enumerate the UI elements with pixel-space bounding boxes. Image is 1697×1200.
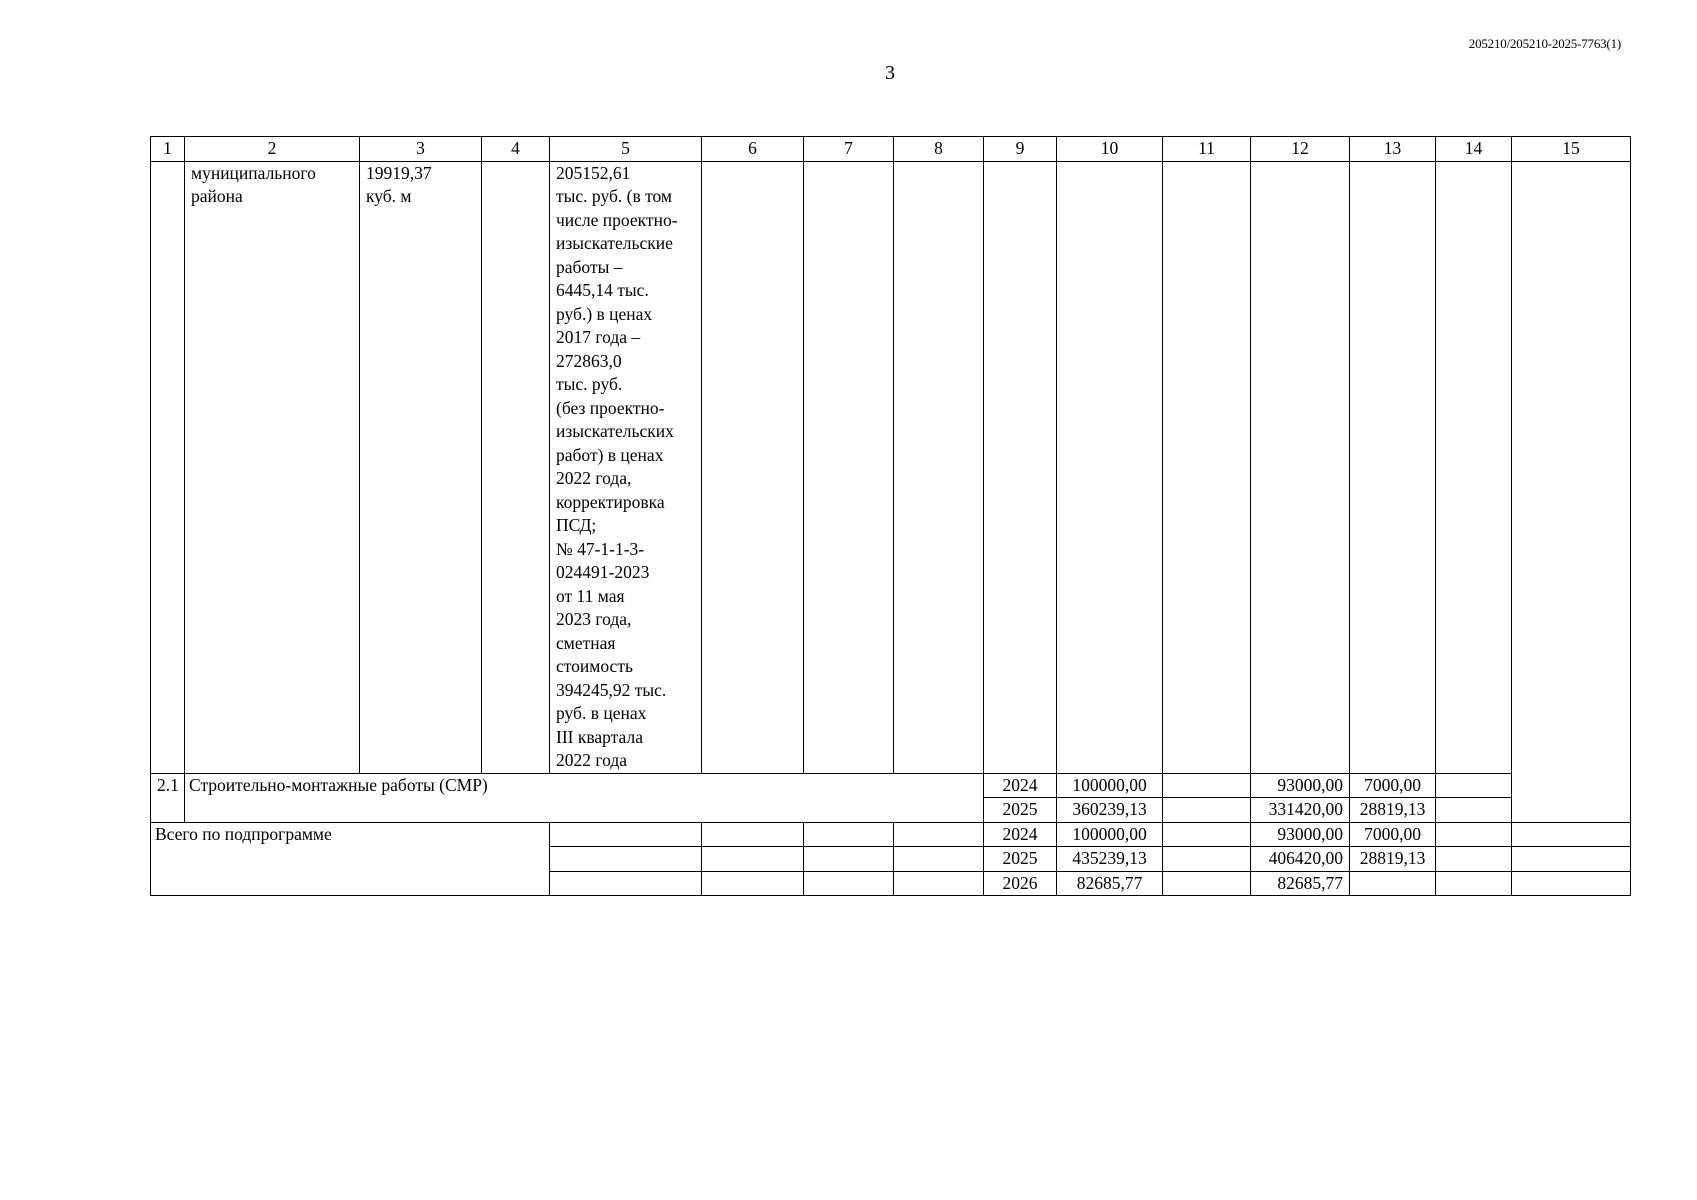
col14-cell — [1436, 871, 1512, 896]
document-id: 205210/205210-2025-7763(1) — [1468, 36, 1621, 51]
col12-cell: 406420,00 — [1251, 847, 1350, 872]
column-header: 15 — [1512, 137, 1631, 162]
col11-cell — [1163, 773, 1251, 798]
column-header: 7 — [804, 137, 894, 162]
col11-cell — [1163, 798, 1251, 823]
col13-cell: 7000,00 — [1350, 773, 1436, 798]
budget-table — [150, 136, 1631, 896]
total-cell: 100000,00 — [1057, 822, 1163, 847]
column-header: 10 — [1057, 137, 1163, 162]
cell-cost-description: 205152,61 тыс. руб. (в том числе проектно- изыскательские работы – 6445,14 тыс. руб.) в ценах 2017 года – 272863,0 тыс. руб. (без проектно- изыскательских работ) в ценах 2022 года, корректировка ПСД; № 47-1-1-3- 024491-2023 от 11 мая 2023 года, сметная стоимость 394245,92 тыс. руб. в ценах III квартала 2022 года — [550, 161, 702, 773]
col11-cell — [1163, 847, 1251, 872]
cell-col13 — [1350, 161, 1436, 773]
blank-cell — [550, 847, 702, 872]
col12-cell: 93000,00 — [1251, 822, 1350, 847]
blank-cell — [894, 822, 984, 847]
year-cell: 2026 — [984, 871, 1057, 896]
col14-cell — [1436, 798, 1512, 823]
column-header: 14 — [1436, 137, 1512, 162]
column-number-row — [151, 137, 1631, 162]
total-cell: 435239,13 — [1057, 847, 1163, 872]
total-cell: 360239,13 — [1057, 798, 1163, 823]
cell-col8 — [894, 161, 984, 773]
subtotal-title: Всего по подпрограмме — [151, 822, 550, 896]
cell-col15 — [1512, 161, 1631, 822]
col15-cell — [1512, 822, 1631, 847]
blank-cell — [702, 822, 804, 847]
cell-col11 — [1163, 161, 1251, 773]
blank-cell — [804, 822, 894, 847]
column-header: 4 — [482, 137, 550, 162]
column-header: 12 — [1251, 137, 1350, 162]
year-cell: 2024 — [984, 822, 1057, 847]
col13-cell: 28819,13 — [1350, 847, 1436, 872]
col15-cell — [1512, 871, 1631, 896]
smr-row — [151, 773, 1631, 798]
col14-cell — [1436, 822, 1512, 847]
cell-col4 — [482, 161, 550, 773]
cell-col6 — [702, 161, 804, 773]
cell-col10 — [1057, 161, 1163, 773]
column-header: 13 — [1350, 137, 1436, 162]
cell-number — [151, 161, 185, 773]
year-cell: 2025 — [984, 798, 1057, 823]
object-row — [151, 161, 1631, 773]
col12-cell: 93000,00 — [1251, 773, 1350, 798]
cell-object-name: муниципального района — [185, 161, 360, 773]
blank-cell — [804, 871, 894, 896]
col13-cell: 7000,00 — [1350, 822, 1436, 847]
column-header: 9 — [984, 137, 1057, 162]
year-cell: 2024 — [984, 773, 1057, 798]
blank-cell — [550, 871, 702, 896]
col12-cell: 82685,77 — [1251, 871, 1350, 896]
col13-cell — [1350, 871, 1436, 896]
column-header: 6 — [702, 137, 804, 162]
col12-cell: 331420,00 — [1251, 798, 1350, 823]
column-header: 1 — [151, 137, 185, 162]
smr-number: 2.1 — [151, 773, 185, 822]
cell-col14 — [1436, 161, 1512, 773]
col11-cell — [1163, 822, 1251, 847]
blank-cell — [804, 847, 894, 872]
cell-col9 — [984, 161, 1057, 773]
cell-col7 — [804, 161, 894, 773]
column-header: 11 — [1163, 137, 1251, 162]
blank-cell — [894, 871, 984, 896]
col14-cell — [1436, 773, 1512, 798]
blank-cell — [894, 847, 984, 872]
cell-capacity: 19919,37 куб. м — [360, 161, 482, 773]
col15-cell — [1512, 847, 1631, 872]
total-cell: 100000,00 — [1057, 773, 1163, 798]
column-header: 8 — [894, 137, 984, 162]
cell-col12 — [1251, 161, 1350, 773]
column-header: 2 — [185, 137, 360, 162]
total-cell: 82685,77 — [1057, 871, 1163, 896]
blank-cell — [702, 847, 804, 872]
column-header: 5 — [550, 137, 702, 162]
col14-cell — [1436, 847, 1512, 872]
blank-cell — [702, 871, 804, 896]
smr-title: Строительно-монтажные работы (СМР) — [185, 773, 984, 822]
col13-cell: 28819,13 — [1350, 798, 1436, 823]
page-number: 3 — [885, 62, 895, 84]
year-cell: 2025 — [984, 847, 1057, 872]
blank-cell — [550, 822, 702, 847]
subtotal-row — [151, 822, 1631, 847]
col11-cell — [1163, 871, 1251, 896]
column-header: 3 — [360, 137, 482, 162]
